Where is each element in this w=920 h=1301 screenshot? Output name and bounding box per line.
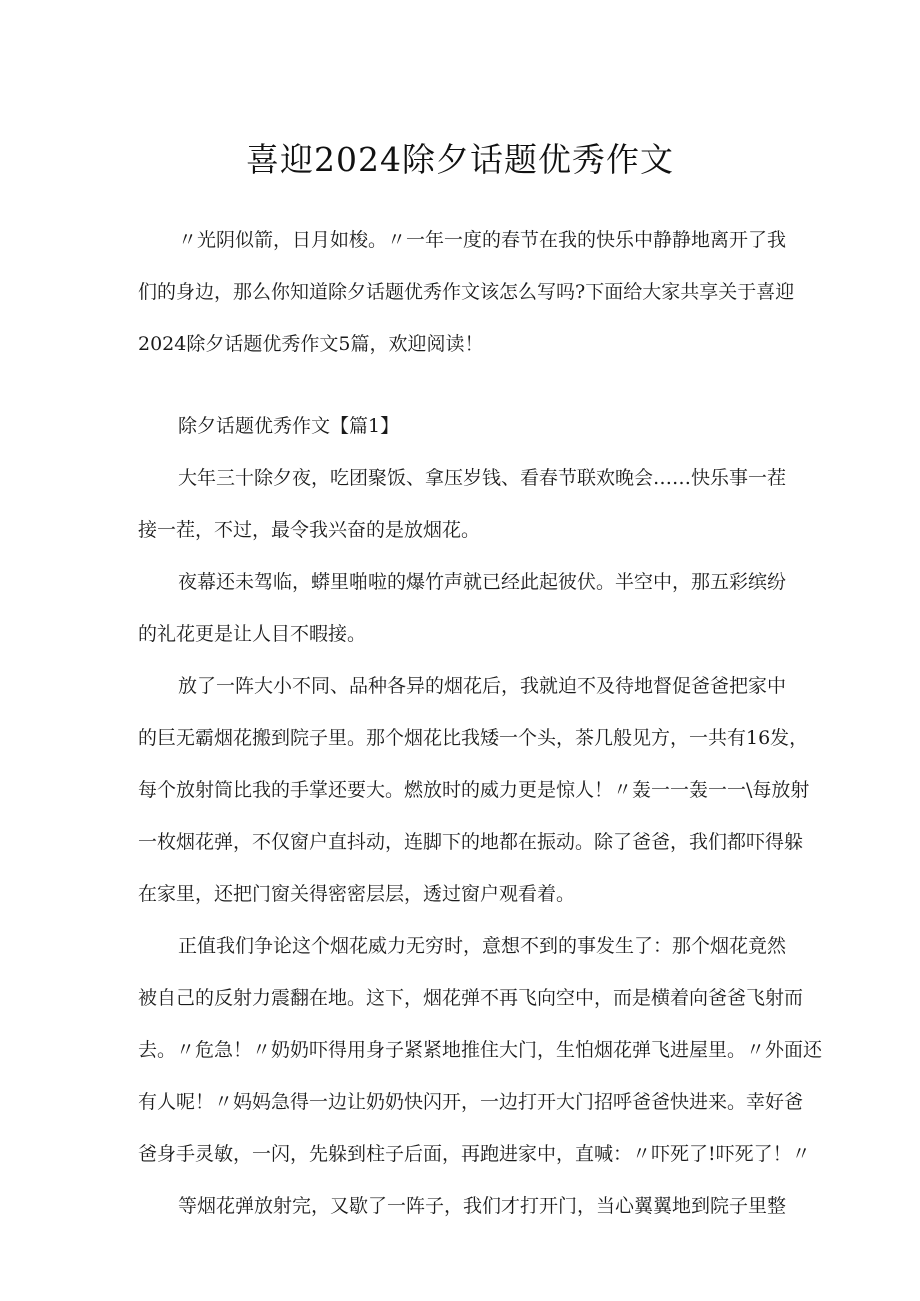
intro-line: 2024除夕话题优秀作文5篇，欢迎阅读！ xyxy=(138,333,484,355)
paragraph-line: 一枚烟花弹，不仅窗户直抖动，连脚下的地都在振动。除了爸爸，我们都吓得躲 xyxy=(138,831,804,853)
intro-line: 们的身边，那么你知道除夕话题优秀作文该怎么写吗?下面给大家共享关于喜迎 xyxy=(138,281,795,303)
paragraph-line: 去。〃危急！〃奶奶吓得用身子紧紧地推住大门，生怕烟花弹飞进屋里。〃外面还 xyxy=(138,1039,823,1061)
paragraph-line: 接一茬，不过，最令我兴奋的是放烟花。 xyxy=(138,519,481,541)
paragraph-line: 正值我们争论这个烟花威力无穷时，意想不到的事发生了：那个烟花竟然 xyxy=(178,935,787,957)
paragraph-line: 的礼花更是让人目不暇接。 xyxy=(138,623,367,645)
paragraph-line: 有人呢！〃妈妈急得一边让奶奶快闪开，一边打开大门招呼爸爸快进来。幸好爸 xyxy=(138,1091,804,1113)
paragraph-line: 爸身手灵敏，一闪，先躲到柱子后面，再跑进家中，直喊：〃吓死了!吓死了！〃 xyxy=(138,1143,811,1165)
paragraph-line: 的巨无霸烟花搬到院子里。那个烟花比我矮一个头，茶几般见方，一共有16发， xyxy=(138,727,809,749)
paragraph-line: 夜幕还未驾临，蟒里啪啦的爆竹声就已经此起彼伏。半空中，那五彩缤纷 xyxy=(178,571,787,593)
intro-line: 〃光阴似箭，日月如梭。〃一年一度的春节在我的快乐中静静地离开了我 xyxy=(178,229,787,251)
paragraph-line: 等烟花弹放射完，又歇了一阵子，我们才打开门，当心翼翼地到院子里整 xyxy=(178,1195,787,1217)
paragraph-line: 每个放射筒比我的手掌还要大。燃放时的威力更是惊人！〃轰一一轰一一\每放射 xyxy=(138,779,810,801)
intro-paragraph xyxy=(138,214,795,370)
document-title: 喜迎2024除夕话题优秀作文 xyxy=(246,140,674,179)
paragraph-line: 在家里，还把门窗关得密密层层，透过窗户观看着。 xyxy=(138,883,576,905)
paragraph-line: 放了一阵大小不同、品种各异的烟花后，我就迫不及待地督促爸爸把家中 xyxy=(178,675,787,697)
article-body xyxy=(138,400,823,1232)
paragraph-line: 被自己的反射力震翻在地。这下，烟花弹不再飞向空中，而是横着向爸爸飞射而 xyxy=(138,987,804,1009)
section-heading: 除夕话题优秀作文【篇1】 xyxy=(178,415,400,437)
paragraph-line: 大年三十除夕夜，吃团聚饭、拿压岁钱、看春节联欢晚会……快乐事一茬 xyxy=(178,467,787,489)
